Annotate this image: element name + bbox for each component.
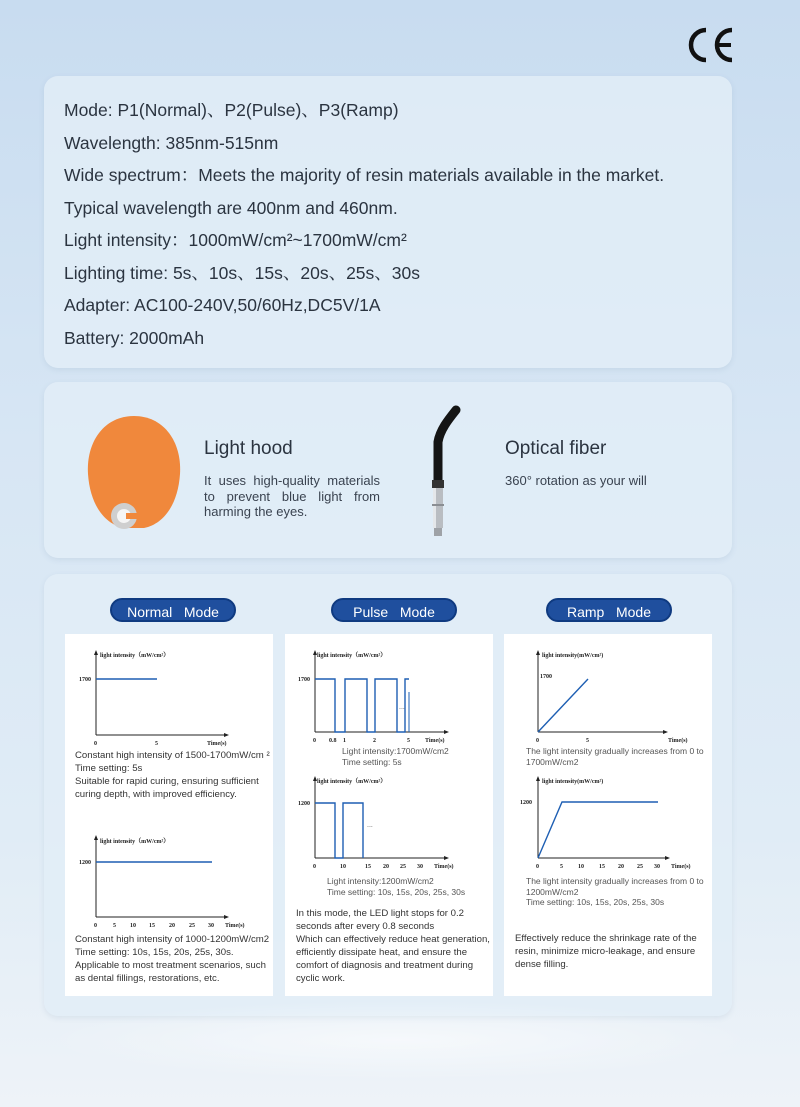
normal-2-xtick-4: 20 [169,923,175,929]
normal-2-ytick: 1200 [79,860,91,866]
optical-fiber-title: Optical fiber [505,438,607,459]
pulse-chart-2 [285,770,493,870]
pulse-1-series-line [315,679,409,732]
normal-2-xtick-0: 0 [94,923,97,929]
ramp-1-xtick-1: 5 [586,738,589,744]
normal-2-xtick-6: 30 [208,923,214,929]
normal-2-xlabel: Time(s) [225,923,245,929]
pulse-1-xtick-4: 5 [407,738,410,744]
pulse-2-xtick-4: 25 [400,864,406,870]
spec-adapter: Adapter: AC100-240V,50/60Hz,DC5V/1A [64,295,381,315]
spec-battery: Battery: 2000mAh [64,327,205,348]
ramp-2-series-line [538,802,658,858]
normal-1-xtick-0: 0 [94,741,97,747]
ramp-2-ylabel: light intensity(mW/cm²) [542,779,604,785]
pulse-1-ylabel: light intensity（mW/cm²） [317,653,387,659]
light-hood-title: Light hood [204,438,293,459]
pulse-chart-1 [285,642,493,744]
modes-panel [44,574,732,1016]
pulse-2-xlabel: Time(s) [434,864,454,870]
normal-description-2: Constant high intensity of 1000-1200mW/cm2 Time setting: 10s, 15s, 20s, 25s, 30s. Applicable to most treatment scenarios, such as dental fillings, restorations, etc. [75,934,270,984]
pulse-description: In this mode, the LED light stops for 0.2 seconds after every 0.8 seconds Which can effectively reduce heat generation, efficiently dissipate heat, and ensure the comfort of diagnosis and treatment during cyclic work. [296,908,490,984]
pulse-1-xtick-1: 0.8 [329,738,337,744]
normal-2-xtick-5: 25 [189,923,195,929]
pulse-2-ellipsis: ... [367,822,373,829]
ce-certification-logo [686,24,738,66]
accessories-panel [44,382,732,558]
normal-chart-1 [65,642,273,747]
optical-fiber-image [426,404,466,539]
normal-1-ylabel: light intensity（mW/cm²） [100,653,170,659]
ramp-chart-1 [504,642,712,744]
ramp-1-xtick-0: 0 [536,738,539,744]
pulse-1-ytick: 1700 [298,677,310,683]
pulse-2-xtick-2: 15 [365,864,371,870]
pulse-1-xtick-2: 1 [343,738,346,744]
normal-1-xtick-1: 5 [155,741,158,747]
pulse-2-xtick-5: 30 [417,864,423,870]
spec-wide-spectrum: Wide spectrum：Meets the majority of resin materials available in the market. [64,165,665,185]
pulse-caption-1: Light intensity:1700mW/cm2 Time setting: 5s [342,746,449,767]
ramp-1-series-line [538,679,588,732]
spec-light-intensity: Light intensity：1000mW/cm²~1700mW/cm² [64,230,407,250]
pulse-2-xtick-3: 20 [383,864,389,870]
optical-fiber-description: 360° rotation as your will [505,473,647,488]
normal-2-xtick-1: 5 [113,923,116,929]
ramp-2-ytick: 1200 [520,800,532,806]
ramp-2-xtick-4: 20 [618,864,624,870]
pulse-2-xtick-1: 10 [340,864,346,870]
normal-chart-2 [65,829,273,931]
pulse-caption-2: Light intensity:1200mW/cm2 Time setting: 10s, 15s, 20s, 25s, 30s [327,876,466,897]
pulse-1-ellipsis: ... [399,704,405,711]
ramp-caption-2: The light intensity gradually increases from 0 to 1200mW/cm2 Time setting: 10s, 15s, 20s, 25s, 30s [526,876,704,907]
ramp-2-xtick-5: 25 [637,864,643,870]
pulse-mode-label: Pulse Mode [331,598,457,622]
pulse-1-xtick-3: 2 [373,738,376,744]
spec-typical-wavelength: Typical wavelength are 400nm and 460nm. [64,197,398,218]
spec-lighting-time: Lighting time: 5s、10s、15s、20s、25s、30s [64,262,421,283]
normal-2-xtick-2: 10 [130,923,136,929]
ramp-1-xlabel: Time(s) [668,738,688,744]
ramp-2-xtick-1: 5 [560,864,563,870]
ramp-2-xtick-0: 0 [536,864,539,870]
normal-mode-card [65,634,273,996]
spec-wavelength: Wavelength: 385nm-515nm [64,132,279,153]
normal-description-1: Constant high intensity of 1500-1700mW/cm ² Time setting: 5s Suitable for rapid curing, ensuring sufficient curing depth, with improved efficiency. [75,750,270,800]
ramp-caption-1: The light intensity gradually increases from 0 to 1700mW/cm2 [526,746,704,767]
spec-mode: Mode: P1(Normal)、P2(Pulse)、P3(Ramp) [64,100,399,120]
pulse-2-ytick: 1200 [298,801,310,807]
ramp-description: Effectively reduce the shrinkage rate of the resin, minimize micro-leakage, and ensure dense filling. [515,933,697,970]
ramp-1-ylabel: light intensity(mW/cm²) [542,653,604,659]
ramp-2-xlabel: Time(s) [671,864,691,870]
ramp-2-xtick-2: 10 [578,864,584,870]
normal-1-xlabel: Time(s) [207,741,227,747]
ramp-2-xtick-6: 30 [654,864,660,870]
light-hood-description: It uses high-quality materials to prevent blue light from harming the eyes. [204,473,380,519]
ramp-1-ytick: 1700 [540,674,552,680]
ramp-mode-label: Ramp Mode [546,598,672,622]
ramp-2-xtick-3: 15 [599,864,605,870]
pulse-1-xlabel: Time(s) [425,738,445,744]
normal-1-ytick: 1700 [79,677,91,683]
ramp-chart-2 [504,770,712,870]
pulse-2-xtick-0: 0 [313,864,316,870]
pulse-mode-card [285,634,493,996]
normal-mode-label: Normal Mode [110,598,236,622]
pulse-2-series-line [315,803,363,858]
decorative-floor [40,1000,760,1080]
normal-2-xtick-3: 15 [149,923,155,929]
light-hood-image [84,412,184,532]
pulse-1-xtick-0: 0 [313,738,316,744]
specifications-panel [44,76,732,368]
pulse-2-ylabel: light intensity（mW/cm²） [317,779,387,785]
normal-2-ylabel: light intensity（mW/cm²） [100,839,170,845]
ramp-mode-card [504,634,712,996]
